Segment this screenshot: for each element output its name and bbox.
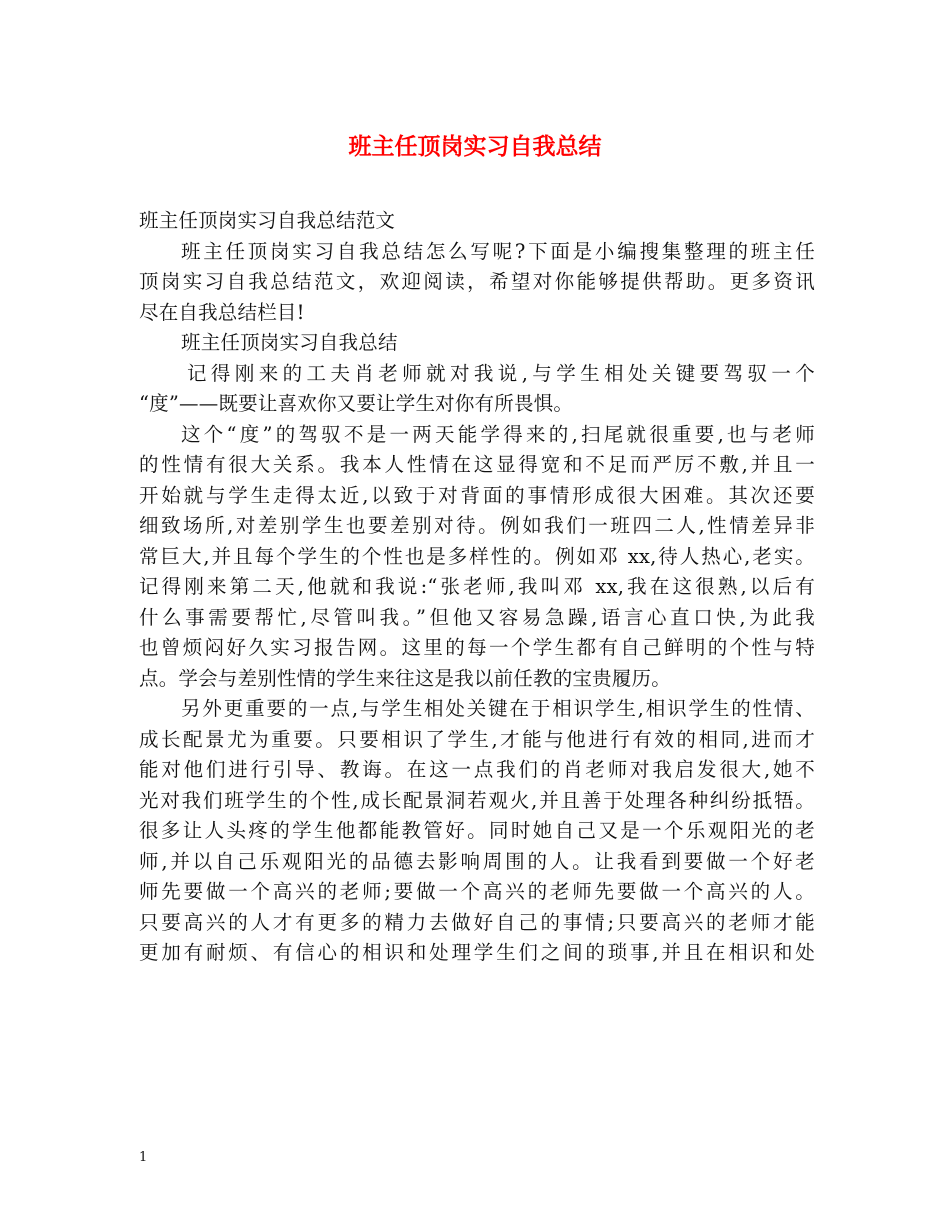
text-line: 师先要做一个高兴的老师;要做一个高兴的老师先要做一个高兴的人。	[139, 880, 815, 903]
text-line: 另外更重要的一点,与学生相处关键在于相识学生,相识学生的性情、	[181, 697, 815, 720]
text-line: 的性情有很大关系。我本人性情在这显得宽和不足而严厉不敷,并且一	[139, 453, 815, 476]
text-line: 也曾烦闷好久实习报告网。这里的每一个学生都有自己鲜明的个性与特	[139, 636, 815, 659]
text-line: 成长配景尤为重要。只要相识了学生,才能与他进行有效的相同,进而才	[139, 727, 815, 751]
text-line: 能对他们进行引导、教诲。在这一点我们的肖老师对我启发很大,她不	[139, 758, 815, 781]
text-line: 什么事需要帮忙,尽管叫我。”但他又容易急躁,语言心直口快,为此我	[139, 605, 815, 629]
text-line: 班主任顶岗实习自我总结怎么写呢?下面是小编搜集整理的班主任	[181, 239, 815, 263]
text-line: 开始就与学生走得太近,以致于对背面的事情形成很大困难。其次还要	[139, 483, 815, 507]
text-line: 班主任顶岗实习自我总结	[181, 331, 398, 354]
text-line: 记得刚来的工夫肖老师就对我说,与学生相处关键要驾驭一个	[187, 361, 815, 385]
text-line: 光对我们班学生的个性,成长配景洞若观火,并且善于处理各种纠纷抵牾。	[139, 788, 815, 812]
text-line: 记得刚来第二天,他就和我说:“张老师,我叫邓 xx,我在这很熟,以后有	[139, 575, 815, 598]
text-line: 常巨大,并且每个学生的个性也是多样性的。例如邓 xx,待人热心,老实。	[139, 544, 815, 568]
text-line: 班主任顶岗实习自我总结范文	[139, 209, 396, 232]
text-line: 很多让人头疼的学生他都能教管好。同时她自己又是一个乐观阳光的老	[139, 819, 815, 842]
document-title: 班主任顶岗实习自我总结	[348, 133, 602, 160]
text-line: 只要高兴的人才有更多的精力去做好自己的事情;只要高兴的老师才能	[139, 910, 815, 934]
text-line: 师,并以自己乐观阳光的品德去影响周围的人。让我看到要做一个好老	[139, 849, 815, 873]
text-line: 顶岗实习自我总结范文，欢迎阅读，希望对你能够提供帮助。更多资讯	[139, 270, 815, 293]
text-line: 细致场所,对差别学生也要差别对待。例如我们一班四二人,性情差异非	[139, 514, 815, 537]
text-line: 这个“度”的驾驭不是一两天能学得来的,扫尾就很重要,也与老师	[181, 422, 815, 446]
text-line: 点。学会与差别性情的学生来往这是我以前任教的宝贵履历。	[139, 666, 671, 690]
text-line: 更加有耐烦、有信心的相识和处理学生们之间的琐事,并且在相识和处	[139, 941, 815, 964]
text-line: 尽在自我总结栏目!	[139, 300, 305, 324]
document-body	[139, 206, 815, 969]
text-line: “度”——既要让喜欢你又要让学生对你有所畏惧。	[139, 392, 574, 415]
page-number: 1	[139, 1150, 148, 1165]
